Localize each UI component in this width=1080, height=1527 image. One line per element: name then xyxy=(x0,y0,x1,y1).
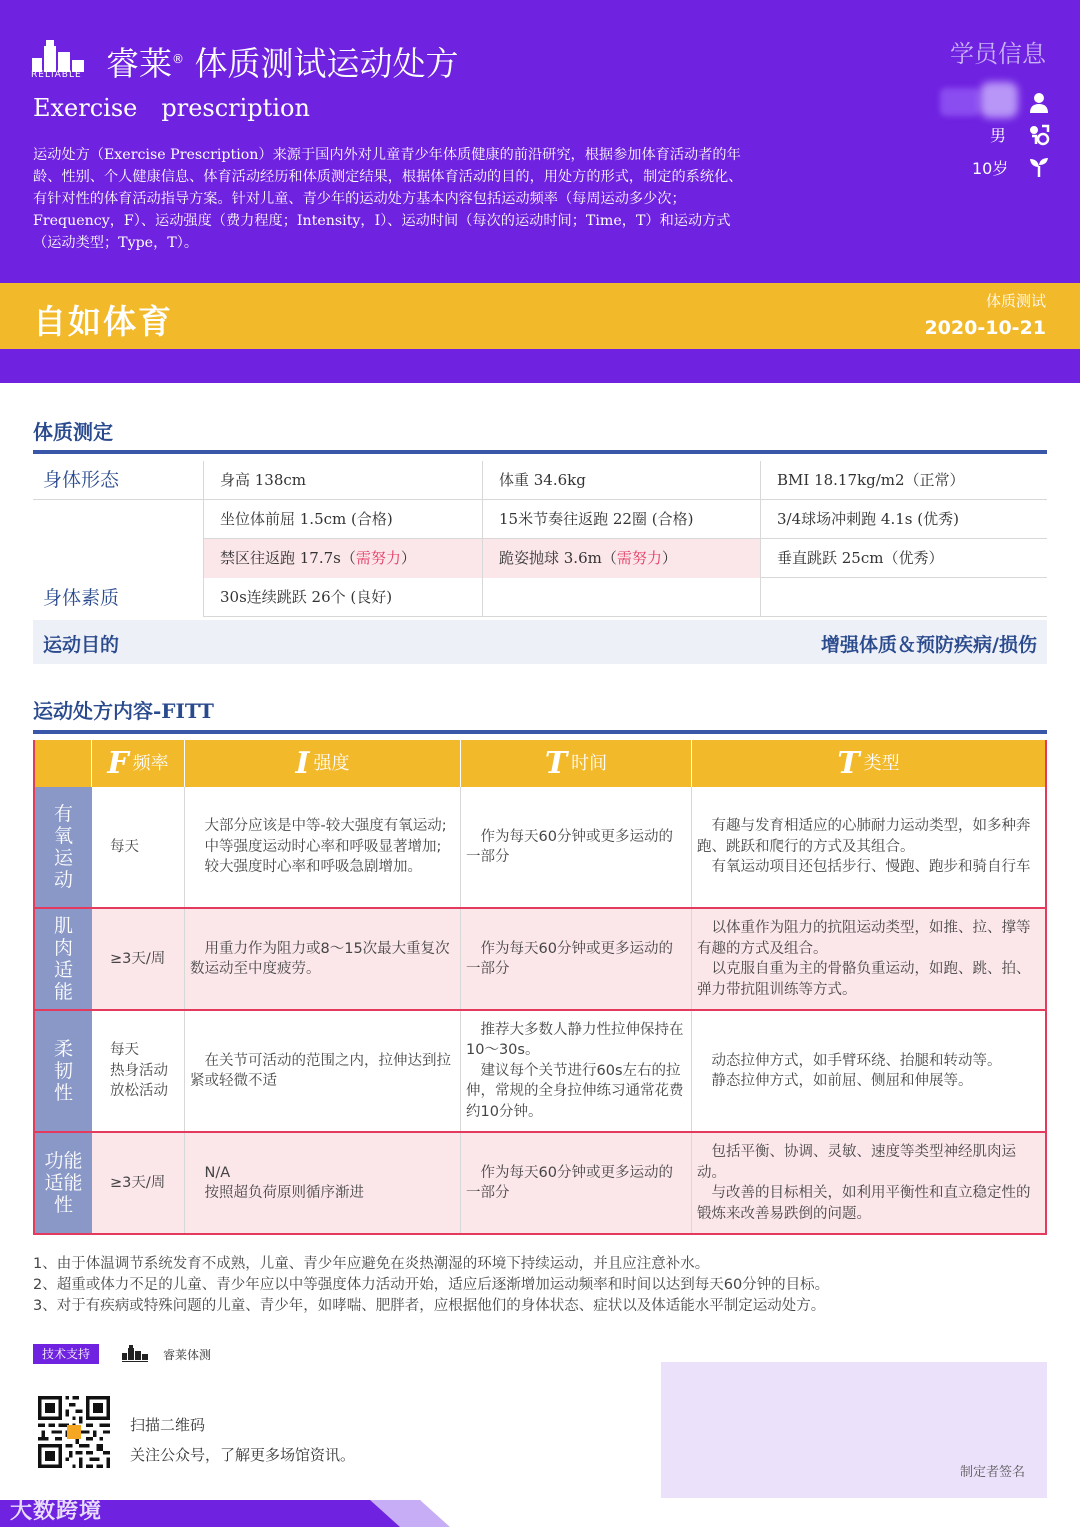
table-row xyxy=(203,539,1047,578)
time-cell: 作为每天60分钟或更多运动的一部分 xyxy=(461,909,692,1009)
type-cell: 包括平衡、协调、灵敏、速度等类型神经肌肉运动。 与改善的目标相关，如利用平衡性和直立稳定性的锻炼来改善易跌倒的问题。 xyxy=(697,1144,1031,1222)
fitt-table xyxy=(33,740,1047,1235)
note-item: 3、对于有疾病或特殊问题的儿童、青少年，如哮喘、肥胖者，应根据他们的身体状态、症状以及体适能水平制定运动处方。 xyxy=(33,1298,826,1314)
registered-mark: ® xyxy=(172,52,184,66)
section-divider xyxy=(33,450,1047,454)
notes xyxy=(33,1254,829,1317)
type-cell: 动态拉伸方式，如手臂环绕、抬腿和转动等。 静态拉伸方式，如前屈、侧屈和伸展等。 xyxy=(711,1052,1002,1089)
user-icon xyxy=(1028,92,1050,114)
tech-support-badge: 技术支持 xyxy=(33,1344,99,1364)
sprint-cell: 3/4球场冲刺跑 4.1s (优秀) xyxy=(760,500,1047,539)
brand-name: 睿莱 xyxy=(106,44,172,83)
table-row xyxy=(35,1133,1045,1233)
sit-reach-cell: 坐位体前屈 1.5cm (合格) xyxy=(203,500,482,539)
qr-caption xyxy=(130,1410,355,1470)
frequency-cell: 每天 xyxy=(92,787,185,907)
table-row xyxy=(33,461,1047,500)
time-cell: 作为每天60分钟或更多运动的一部分 xyxy=(461,1133,692,1233)
logo-text: RELIABLE xyxy=(31,70,82,80)
time-cell: 推荐大多数人静力性拉伸保持在10～30s。 建议每个关节进行60s左右的拉伸，常规的全身拉伸练习通常花费约10分钟。 xyxy=(461,1011,692,1131)
height-cell: 身高 138cm xyxy=(203,461,482,500)
test-date: 2020-10-21 xyxy=(924,317,1046,339)
ball-throw-cell: 跪姿抛球 3.6m（需努力） xyxy=(482,539,760,578)
scan-text: 扫描二维码 xyxy=(130,1416,206,1434)
intensity-cell: N/A 按照超负荷原则循序渐进 xyxy=(185,1133,461,1233)
shuttle-run-cell: 15米节奏往返跑 22圈 (合格) xyxy=(482,500,760,539)
goal-label: 运动目的 xyxy=(43,634,120,656)
note-item: 2、超重或体力不足的儿童、青少年应以中等强度体力活动开始，适应后逐渐增加运动频率和时间以达到每天60分钟的目标。 xyxy=(33,1277,830,1293)
frequency-cell: 每天 热身活动 放松活动 xyxy=(92,1011,185,1131)
frequency-cell: ≥3天/周 xyxy=(92,1133,185,1233)
header-letter: T xyxy=(544,746,568,781)
section-divider xyxy=(33,730,1047,734)
frequency-cell: ≥3天/周 xyxy=(92,909,185,1009)
tech-support-name: 睿莱体测 xyxy=(163,1348,212,1362)
signature-box[interactable] xyxy=(661,1362,1047,1498)
morphology-label: 身体形态 xyxy=(43,469,120,491)
fitness-section-title: 体质测定 xyxy=(33,420,113,444)
header-letter: F xyxy=(107,746,129,781)
table-row xyxy=(35,1011,1045,1131)
table-row xyxy=(203,500,1047,539)
intensity-cell: 在关节可活动的范围之内，拉伸达到拉紧或轻微不适 xyxy=(185,1011,461,1131)
student-info-title: 学员信息 xyxy=(950,40,1046,68)
note-item: 1、由于体温调节系统发育不成熟，儿童、青少年应避免在炎热潮湿的环境下持续运动，并且应注意补水。 xyxy=(33,1256,710,1272)
divider-strip xyxy=(0,349,1080,383)
vertical-jump-cell: 垂直跳跃 25cm（优秀） xyxy=(760,539,1047,578)
qr-code-icon[interactable] xyxy=(38,1396,110,1468)
category-flexibility: 柔韧性 xyxy=(35,1011,92,1131)
student-age: 10岁 xyxy=(972,159,1009,178)
header-letter: T xyxy=(837,746,860,781)
goal-value: 增强体质＆预防疾病/损伤 xyxy=(821,634,1037,656)
fitt-header-intensity: I强度 xyxy=(185,740,461,787)
intensity-cell: 大部分应该是中等-较大强度有氧运动; 中等强度运动时心率和呼吸显著增加; 较大强度时心率和呼吸急剧增加。 xyxy=(185,787,461,907)
category-muscle: 肌肉适能 xyxy=(35,909,92,1009)
category-aerobic: 有氧运动 xyxy=(35,787,92,907)
empty-cell xyxy=(760,578,1047,617)
fitt-header-frequency: F频率 xyxy=(92,740,185,787)
intro-paragraph: 运动处方（Exercise Prescription）来源于国内外对儿童青少年体质健康的前沿研究，根据参加体育活动者的年龄、性别、个人健康信息、体育活动经历和体质测定结果，根据体育活动的目的，用处方的形式，制定的系统化、有针对性的体育活动指导方案。针对儿童、青少年的运动处方基本内容包括运动频率（每周运动多少次；Frequency，F）、运动强度（费力程度；Intensity，I）、运动时间（每次的运动时间；Time，T）和运动方式（运动类型；Type，T）。 xyxy=(33,147,743,251)
gender-icon xyxy=(1028,124,1050,146)
empty-cell xyxy=(482,578,760,617)
follow-text: 关注公众号，了解更多场馆资讯。 xyxy=(130,1446,356,1464)
quality-label: 身体素质 xyxy=(43,587,120,609)
test-label: 体质测试 xyxy=(985,292,1046,310)
fitt-header-blank xyxy=(35,740,92,787)
signature-label: 制定者签名 xyxy=(959,1465,1025,1480)
table-row xyxy=(35,909,1045,1009)
continuous-jump-cell: 30s连续跳跃 26个 (良好) xyxy=(203,578,482,617)
watermark: 大数跨境 xyxy=(10,1499,103,1524)
title-text: 体质测试运动处方 xyxy=(194,44,459,83)
exercise-goal-bar xyxy=(33,620,1047,664)
warn-text: 需努力 xyxy=(616,549,662,567)
weight-cell: 体重 34.6kg xyxy=(482,461,760,500)
time-cell: 作为每天60分钟或更多运动的一部分 xyxy=(461,787,692,907)
reliable-logo-icon xyxy=(122,1345,150,1363)
student-gender: 男 xyxy=(990,126,1007,145)
table-row xyxy=(203,578,1047,617)
type-cell: 以体重作为阻力的抗阻运动类型，如推、拉、撑等有趣的方式及组合。 以克服自重为主的骨骼负重运动，如跑、跳、拍、弹力带抗阻训练等方式。 xyxy=(697,920,1031,998)
org-name: 自如体育 xyxy=(33,302,173,341)
org-band xyxy=(0,283,1080,349)
fitt-section-title: 运动处方内容-FITT xyxy=(33,699,214,723)
sprout-icon xyxy=(1028,156,1050,178)
type-cell: 有趣与发育相适应的心肺耐力运动类型，如多种奔跑、跳跃和爬行的方式及其组合。 有氧运动项目还包括步行、慢跑、跑步和骑自行车 xyxy=(697,818,1031,876)
fitt-header-time: T时间 xyxy=(461,740,692,787)
page-subtitle: Exercise prescription xyxy=(33,94,310,122)
page-title xyxy=(106,38,459,85)
table-row xyxy=(35,787,1045,907)
student-name-blurred xyxy=(940,82,1018,120)
header-letter: I xyxy=(295,746,310,781)
bmi-cell: BMI 18.17kg/m2（正常） xyxy=(760,461,1047,500)
fitt-header-type: T类型 xyxy=(692,740,1045,787)
warn-text: 需努力 xyxy=(355,549,401,567)
lane-shuttle-cell: 禁区往返跑 17.7s（需努力） xyxy=(203,539,482,578)
category-functional: 功能适能性 xyxy=(35,1133,92,1233)
header xyxy=(0,0,1080,283)
intensity-cell: 用重力作为阻力或8～15次最大重复次数运动至中度疲劳。 xyxy=(185,909,461,1009)
